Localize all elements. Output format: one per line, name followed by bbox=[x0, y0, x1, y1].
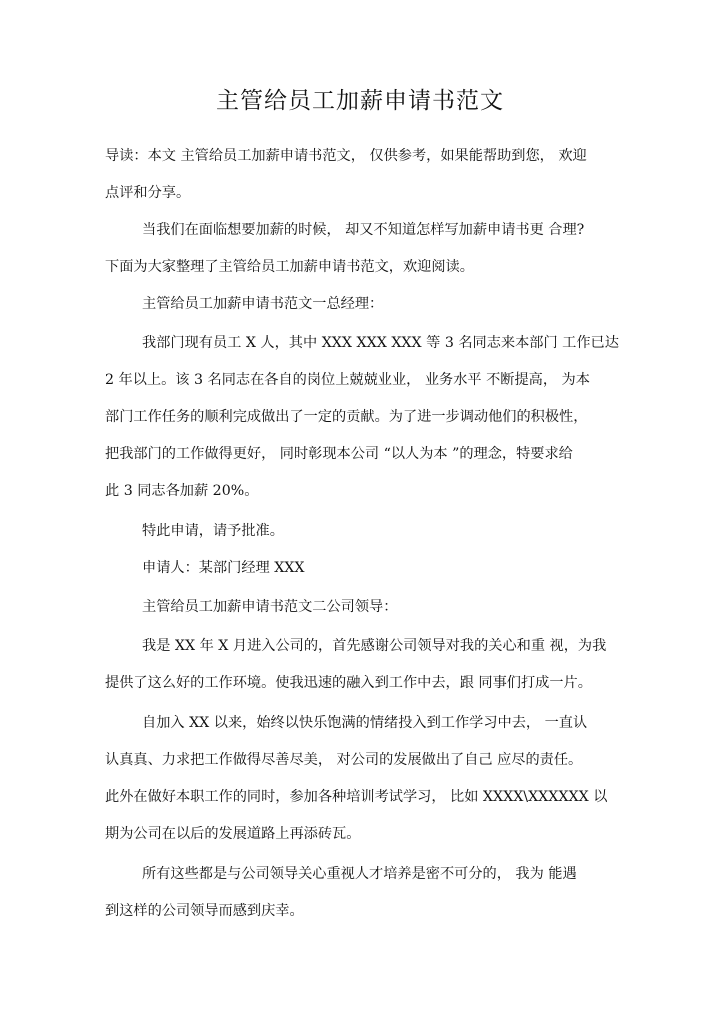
paragraph-line: 此 3 同志各加薪 20%。 bbox=[105, 483, 259, 499]
paragraph-line: 特此申请，请予批准。 bbox=[142, 523, 284, 539]
paragraph-line: 到这样的公司领导而感到庆幸。 bbox=[105, 903, 304, 919]
paragraph-line: 导读：本文 主管给员工加薪申请书范文， 仅供参考，如果能帮助到您， 欢迎 bbox=[105, 148, 587, 164]
paragraph-line: 提供了这么好的工作环境。使我迅速的融入到工作中去，跟 同事们打成一片。 bbox=[105, 675, 592, 691]
paragraph-line: 我部门现有员工 X 人，其中 XXX XXX XXX 等 3 名同志来本部门 工作已达 bbox=[142, 335, 619, 351]
section-heading: 主管给员工加薪申请书范文一总经理： bbox=[142, 296, 384, 312]
page-title: 主管给员工加薪申请书范文 bbox=[216, 88, 504, 114]
paragraph-line: 认真真、力求把工作做得尽善尽美， 对公司的发展做出了自己 应尽的责任。 bbox=[105, 752, 583, 768]
paragraph-line: 此外在做好本职工作的同时，参加各种培训考试学习， 比如 XXXX\XXXXXX 以 bbox=[105, 789, 608, 805]
paragraph-line: 所有这些都是与公司领导关心重视人才培养是密不可分的， 我为 能遇 bbox=[142, 866, 577, 882]
paragraph-line: 下面为大家整理了主管给员工加薪申请书范文，欢迎阅读。 bbox=[105, 259, 474, 275]
paragraph-line: 部门工作任务的顺利完成做出了一定的贡献。为了进一步调动他们的积极性， bbox=[105, 409, 588, 425]
section-heading: 主管给员工加薪申请书范文二公司领导： bbox=[142, 599, 398, 615]
paragraph-line: 点评和分享。 bbox=[105, 185, 191, 201]
signature-line: 申请人：某部门经理 XXX bbox=[142, 560, 305, 576]
paragraph-line: 2 年以上。该 3 名同志在各自的岗位上兢兢业业， 业务水平 不断提高， 为本 bbox=[105, 372, 590, 388]
paragraph-line: 自加入 XX 以来，始终以快乐饱满的情绪投入到工作学习中去， 一直认 bbox=[142, 715, 588, 731]
paragraph-line: 我是 XX 年 X 月进入公司的，首先感谢公司领导对我的关心和重 视，为我 bbox=[142, 638, 607, 654]
paragraph-line: 把我部门的工作做得更好， 同时彰现本公司 “以人为本 ”的理念，特要求给 bbox=[105, 446, 573, 462]
paragraph-line: 当我们在面临想要加薪的时候， 却又不知道怎样写加薪申请书更 合理? bbox=[142, 222, 585, 238]
paragraph-line: 期为公司在以后的发展道路上再添砖瓦。 bbox=[105, 826, 361, 842]
